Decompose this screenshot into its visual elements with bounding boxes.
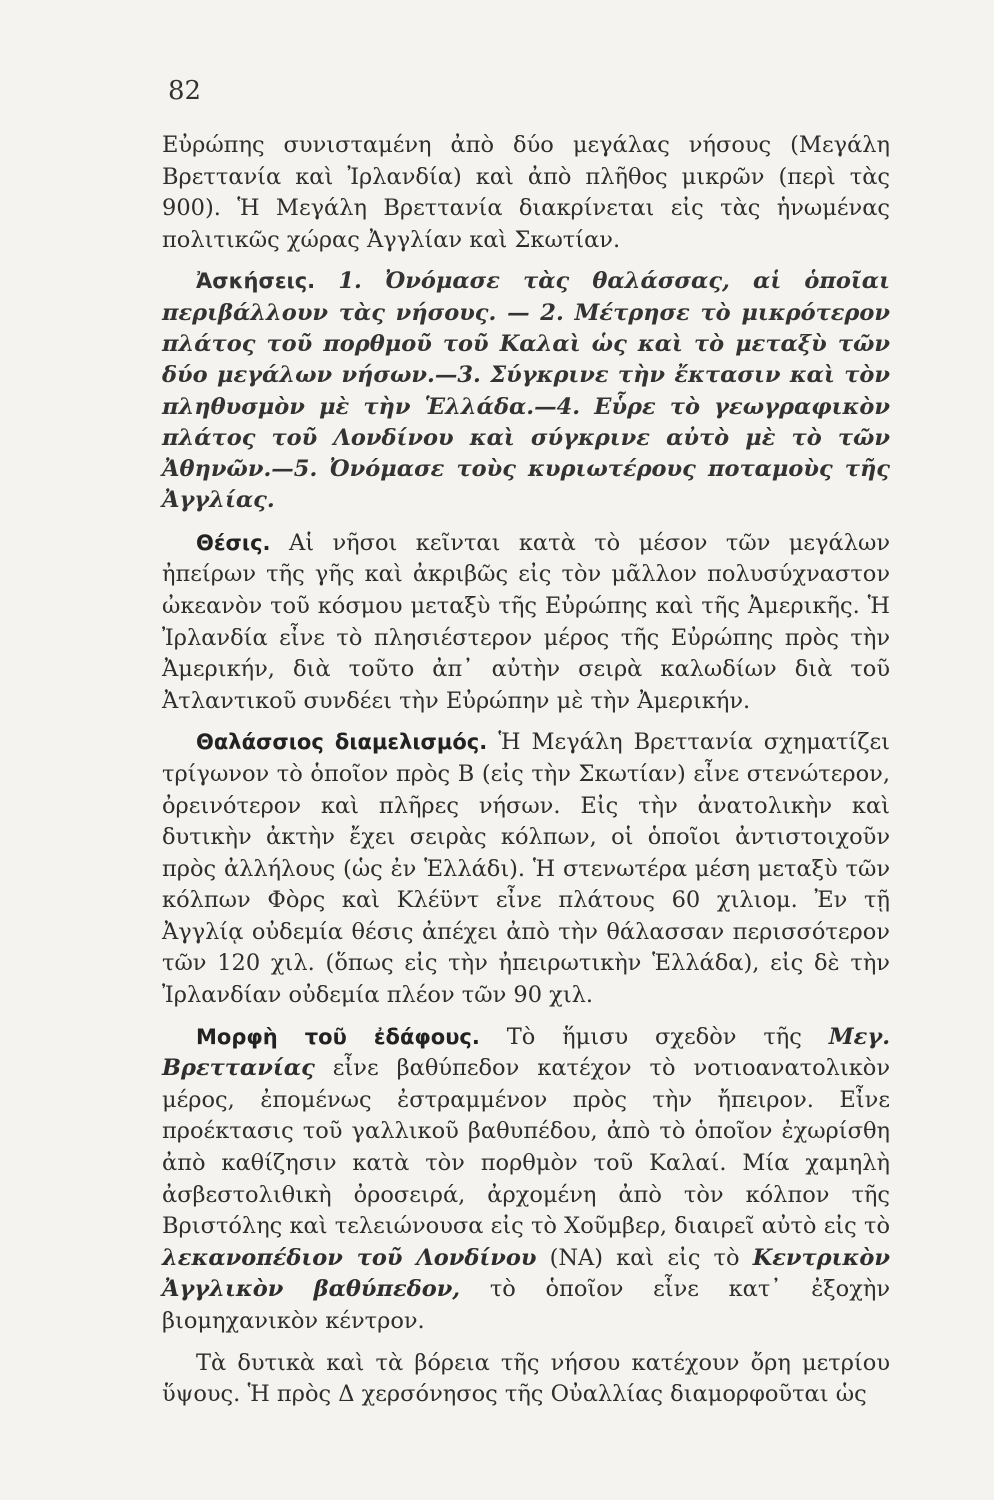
page-body [162, 130, 890, 1421]
coastline-heading: Θαλάσσιος διαμελισμός. [196, 730, 488, 755]
relief-text-3: (ΝΑ) καὶ εἰς τὸ [549, 1244, 740, 1271]
relief-paragraph [162, 1022, 890, 1338]
intro-paragraph: Εὐρώπης συνισταμένη ἀπὸ δύο μεγάλας νήσους (Μεγάλη Βρεττανία καὶ Ἰρλανδία) καὶ ἀπὸ πλῆθος μικρῶν (περὶ τὰς 900). Ἡ Μεγάλη Βρεττανία διακρίνεται εἰς τὰς ἡνωμένας πολιτικῶς χώρας Ἀγγλίαν καὶ Σκωτίαν. [162, 132, 890, 253]
page-number: 82 [168, 76, 202, 106]
relief-bold-britain: Μεγ. Βρεττανίας [162, 1023, 891, 1082]
position-heading: Θέσις. [196, 530, 271, 555]
relief-bold-london-basin: λεκανοπέδιον τοῦ Λονδίνου [162, 1244, 537, 1271]
exercises-paragraph [162, 266, 890, 516]
relief-text-4: τὸ ὁποῖον εἶνε κατ᾿ ἐξοχὴν βιομηχανικὸν κέντρον. [162, 1276, 891, 1334]
position-paragraph [162, 528, 890, 718]
exercises-heading: Ἀσκήσεις. [196, 269, 316, 294]
coastline-paragraph [162, 727, 890, 1011]
position-text: Αἱ νῆσοι κεῖνται κατὰ τὸ μέσον τῶν μεγάλων ἠπείρων τῆς γῆς καὶ ἀκριβῶς εἰς τὸν μᾶλλον πολυσύχναστον ὠκεανὸν τοῦ κόσμου μεταξὺ τῆς Εὐρώπης καὶ τῆς Ἀμερικῆς. Ἡ Ἰρλανδία εἶνε τὸ πλησιέστερον μέρος τῆς Εὐρώπης πρὸς τὴν Ἀμερικήν, διὰ τοῦτο ἀπ᾿ αὐτὴν σειρὰ καλωδίων διὰ τοῦ Ἀτλαντικοῦ συνδέει τὴν Εὐρώπην μὲ τὴν Ἀμερικήν. [162, 529, 891, 714]
relief-heading: Μορφὴ τοῦ ἐδάφους. [196, 1024, 480, 1049]
relief-text-2: εἶνε βαθύπεδον κατέχον τὸ νοτιοανατολικὸν μέρος, ἐπομένως ἐστραμμένον πρὸς τὴν ἤπειρον. Εἶνε προέκτασις τοῦ γαλλικοῦ βαθυπέδου, ἀπὸ τὸ ὁποῖον ἐχωρίσθη ἀπὸ καθίζησιν κατὰ τὸν πορθμὸν τοῦ Καλαί. Μία χαμηλὴ ἀσβεστολιθικὴ ὀροσειρά, ἀρχομένη ἀπὸ τὸν κόλπον τῆς Βριστόλης καὶ τελειώνουσα εἰς τὸ Χοῦμβερ, διαιρεῖ αὐτὸ εἰς τὸ [162, 1055, 891, 1240]
relief-bold-central-lowland: Κεντρικὸν Ἀγγλικὸν βαθύπεδον, [162, 1244, 891, 1303]
relief-text-1: Τὸ ἥμισυ σχεδὸν τῆς [506, 1023, 802, 1050]
coastline-text: Ἡ Μεγάλη Βρεττανία σχηματίζει τρίγωνον τὸ ὁποῖον πρὸς Β (εἰς τὴν Σκωτίαν) εἶνε στενώτερον, ὀρεινότερον καὶ πλῆρες νήσων. Εἰς τὴν ἀνατολικὴν καὶ δυτικὴν ἀκτὴν ἔχει σειρὰς κόλπων, οἱ ὁποῖοι ἀντιστοιχοῦν πρὸς ἀλλήλους (ὡς ἐν Ἑλλάδι). Ἡ στενωτέρα μέση μεταξὺ τῶν κόλπων Φὸρς καὶ Κλέϋντ εἶνε πλάτους 60 χιλιομ. Ἐν τῇ Ἀγγλίᾳ οὐδεμία θέσις ἀπέχει ἀπὸ τὴν θάλασσαν περισσότερον τῶν 120 χιλ. (ὅπως εἰς τὴν ἠπειρωτικὴν Ἑλλάδα), εἰς δὲ τὴν Ἰρλανδίαν οὐδεμία πλέον τῶν 90 χιλ. [162, 729, 890, 1009]
last-paragraph: Τὰ δυτικὰ καὶ τὰ βόρεια τῆς νήσου κατέχουν ὄρη μετρίου ὕψους. Ἡ πρὸς Δ χερσόνησος τῆς Οὐαλλίας διαμορφοῦται ὡς [162, 1349, 890, 1408]
exercises-text: 1. Ὀνόμασε τὰς θαλάσσας, αἱ ὁποῖαι περιβάλλουν τὰς νήσους. — 2. Μέτρησε τὸ μικρότερον πλάτος τοῦ πορθμοῦ τοῦ Καλαὶ ὡς καὶ τὸ μεταξὺ τῶν δύο μεγάλων νήσων.—3. Σύγκρινε τὴν ἔκτασιν καὶ τὸν πληθυσμὸν μὲ τὴν Ἑλλάδα.—4. Εὗρε τὸ γεωγραφικὸν πλάτος τοῦ Λονδίνου καὶ σύγκρινε αὐτὸ μὲ τὸ τῶν Ἀθηνῶν.—5. Ὀνόμασε τοὺς κυριωτέρους ποταμοὺς τῆς Ἀγγλίας. [162, 268, 890, 514]
